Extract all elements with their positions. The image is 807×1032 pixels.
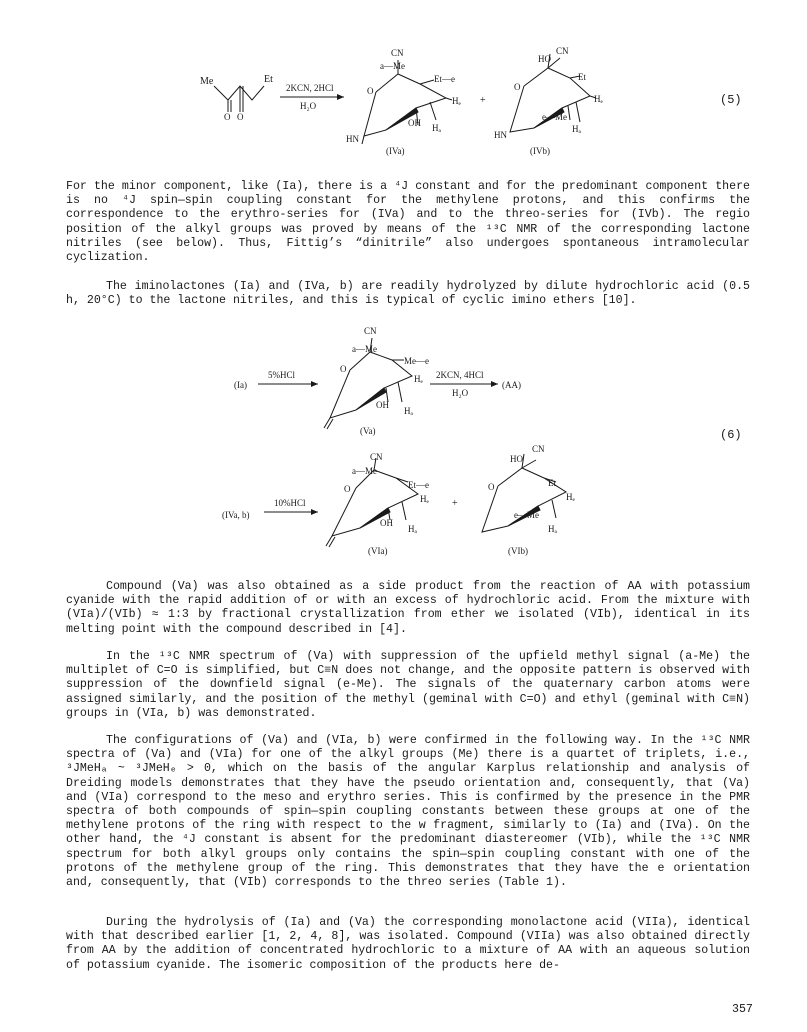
paragraph-5: The configurations of (Va) and (VIa, b) were confirmed in the following way. In the ¹³C NMR spectra of (Va) and (VIa) for one of the alkyl groups (Me) there is a quartet of triplets, i.e., ³JMeHₐ ~ ³JMeHₑ > 0, which on the basis of the angular Karplus relationship and analysis of Dreiding models demonstrates that they have the pseudo orientation and, consequently, that (Va) and (VIa) correspond to the meso and erythro series. This is confirmed by the presence in the PMR spectra of both compounds of spin—spin coupling constants between these groups at one of the methylene protons of the ring with respect to the w fragment, similarly to (Ia) and (IVa). On the other hand, the ⁴J constant is absent for the predominant diastereomer (VIb), while the ¹³C NMR spectrum for both alkyl groups only contains the spin—spin coupling constant with one of the protons of the methylene group of the ring. This demonstrates that they have the e orientation and, consequently, that (VIb) corresponds to the threo series (Table 1). [66, 734, 750, 890]
svg-text:Hₐ: Hₐ [572, 124, 581, 134]
reagent-5-top: 2KCN, 2HCl [286, 83, 334, 93]
svg-text:HN: HN [346, 134, 359, 144]
compound-label-VIb: (VIb) [508, 546, 528, 556]
compound-label-IVb: (IVb) [530, 146, 550, 156]
svg-text:HO: HO [510, 454, 523, 464]
svg-text:O: O [224, 112, 231, 122]
svg-text:Hₑ: Hₑ [420, 494, 429, 504]
compound-label-VIa: (VIa) [368, 546, 388, 556]
paragraph-3: Compound (Va) was also obtained as a side product from the reaction of AA with potassium cyanide with the rapid addition of or with an excess of hydrochloric acid. From the mixture with (VIa)/(VIb) ≈ 1:3 by fractional crystallization from ether we isolated (VIb), identical in its melting point with the compound described in [4]. [66, 580, 750, 636]
svg-text:O: O [488, 482, 495, 492]
svg-text:Et—e: Et—e [408, 480, 429, 490]
plus-sign-5: + [480, 95, 486, 106]
paragraph-1: For the minor component, like (Ia), there is a ⁴J constant and for the predominant component there is no ⁴J spin—spin coupling constant for the methylene protons, and this confirms the correspondence to the erythro-series for (IVa) and to the threo-series for (IVb). The regio position of the alkyl groups was proved by means of the ¹³C NMR of the corresponding lactone nitriles (see below). Thus, Fittig’s “dinitrile” also undergoes spontaneous intramolecular cyclization. [66, 180, 750, 265]
svg-text:OH: OH [376, 400, 389, 410]
svg-text:Hₑ: Hₑ [452, 96, 461, 106]
svg-text:a—Me: a—Me [352, 466, 377, 476]
scheme-6 [0, 322, 807, 572]
compound-label-IVa: (IVa) [386, 146, 405, 156]
svg-text:Et: Et [578, 72, 586, 82]
svg-text:CN: CN [556, 46, 569, 56]
compound-label-Va: (Va) [360, 426, 376, 436]
svg-text:e—Me: e—Me [542, 112, 567, 122]
svg-text:Hₐ: Hₐ [404, 406, 413, 416]
svg-text:Hₐ: Hₐ [548, 524, 557, 534]
reactant-me-label: Me [200, 76, 214, 87]
svg-text:HO: HO [538, 54, 551, 64]
svg-text:Me—e: Me—e [404, 356, 429, 366]
svg-text:H₂O: H₂O [452, 388, 469, 398]
svg-text:Hₑ: Hₑ [414, 374, 423, 384]
svg-text:O: O [237, 112, 244, 122]
start-Ia: (Ia) [234, 380, 247, 390]
reactant-diketone [214, 86, 264, 112]
svg-text:O: O [344, 484, 351, 494]
product-AA: (AA) [502, 380, 521, 390]
paragraph-2: The iminolactones (Ia) and (IVa, b) are readily hydrolyzed by dilute hydrochloric acid (0.5 h, 20°C) to the lactone nitriles, and this is typical of cyclic imino ethers [10]. [66, 280, 750, 308]
svg-text:O: O [340, 364, 347, 374]
svg-text:CN: CN [532, 444, 545, 454]
svg-text:a—Me: a—Me [352, 344, 377, 354]
svg-text:CN: CN [370, 452, 383, 462]
equation-number-5: (5) [720, 93, 742, 107]
equation-number-6: (6) [720, 428, 742, 442]
reactant-et-label: Et [264, 74, 273, 85]
svg-text:O: O [514, 82, 521, 92]
svg-text:Et—e: Et—e [434, 74, 455, 84]
svg-text:CN: CN [364, 326, 377, 336]
svg-text:2KCN, 4HCl: 2KCN, 4HCl [436, 370, 484, 380]
reagent-5-bottom: H₂O [300, 101, 317, 111]
paragraph-4: In the ¹³C NMR spectrum of (Va) with suppression of the upfield methyl signal (a-Me) the multiplet of C=O is simplified, but C≡N does not change, and the opposite pattern is observed with suppression of the downfield signal (e-Me). The signals of the quaternary carbon atoms were assigned similarly, and the position of the methyl (geminal with C=O) and ethyl (geminal with C≡N) groups in (VIa, b) was demonstrated. [66, 650, 750, 720]
svg-text:CN: CN [391, 48, 404, 58]
plus-sign-6: + [452, 498, 458, 509]
svg-text:OH: OH [380, 518, 393, 528]
svg-text:OH: OH [408, 118, 421, 128]
start-IVab: (IVa, b) [222, 510, 250, 520]
page-number: 357 [732, 1003, 753, 1016]
paragraph-6: During the hydrolysis of (Ia) and (Va) the corresponding monolactone acid (VIIa), identical with that described earlier [1, 2, 4, 8], was isolated. Compound (VIIa) was also obtained directly from AA by the addition of concentrated hydrochloric to a mixture of AA with an aqueous solution of potassium cyanide. The isomeric composition of the products here de- [66, 916, 750, 972]
svg-text:Hₑ: Hₑ [566, 492, 575, 502]
svg-text:Hₐ: Hₐ [408, 524, 417, 534]
svg-text:Hₑ: Hₑ [594, 94, 603, 104]
svg-text:O: O [367, 86, 374, 96]
svg-text:5%HCl: 5%HCl [268, 370, 295, 380]
scheme-5 [0, 40, 807, 165]
svg-text:a—Me: a—Me [380, 61, 405, 71]
svg-text:Hₐ: Hₐ [432, 123, 441, 133]
svg-text:10%HCl: 10%HCl [274, 498, 306, 508]
svg-text:Et: Et [548, 478, 556, 488]
svg-text:HN: HN [494, 130, 507, 140]
svg-text:e—Me: e—Me [514, 510, 539, 520]
VIb-ring [482, 454, 566, 532]
